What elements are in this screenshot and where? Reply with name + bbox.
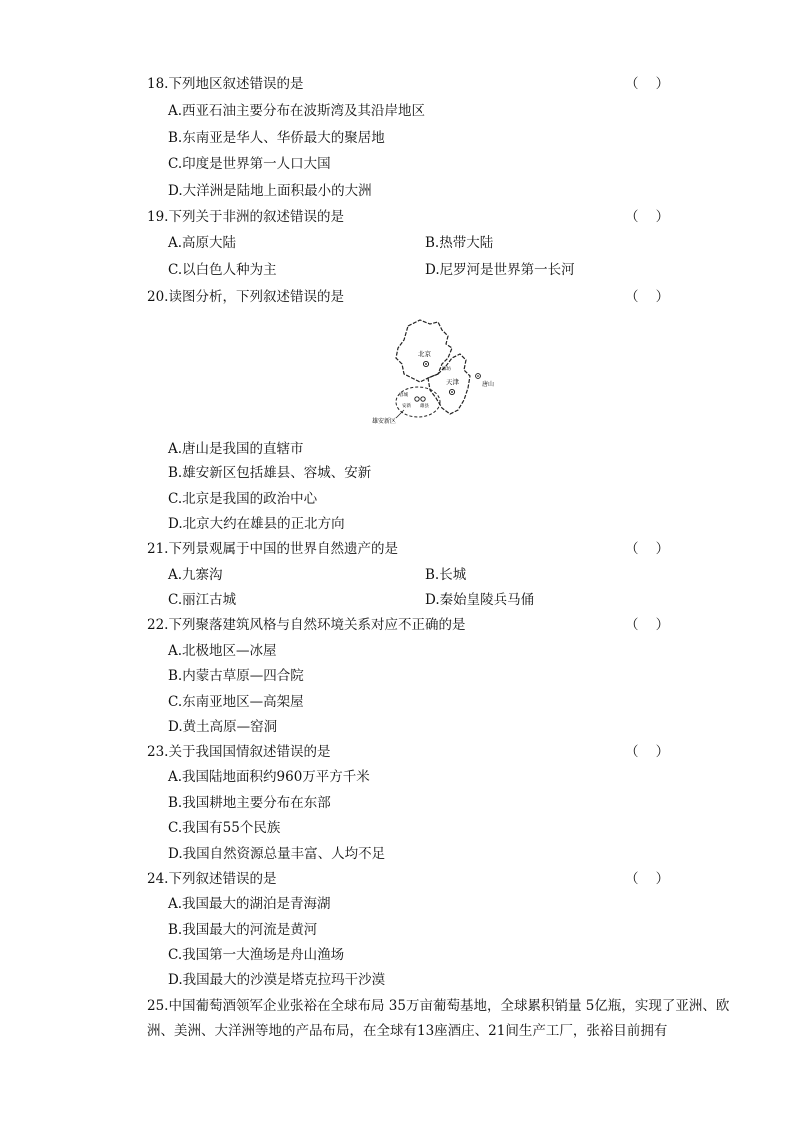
question-24-stem: 24.下列叙述错误的是 [147,871,277,887]
question-20-stem: 20.读图分析，下列叙述错误的是 [147,289,344,305]
question-19-option-d: D.尼罗河是世界第一长河 [425,262,575,278]
question-19-answer-paren: （ ） [625,209,670,225]
question-20-option-a: A.唐山是我国的直辖市 [168,441,304,457]
question-24-answer-paren: （ ） [625,871,670,887]
question-25-text: 25.中国葡萄酒领军企业张裕在全球布局 35万亩葡萄基地，全球累积销量 5亿瓶，实现了亚洲、欧洲、美洲、大洋洲等地的产品布局，在全球有13座酒庄、21间生产工厂，张裕目前拥有 [147,998,730,1039]
question-21-option-a: A.九寨沟 [168,567,223,583]
question-19-option-b: B.热带大陆 [425,235,494,251]
question-20-option-c: C.北京是我国的政治中心 [168,491,318,507]
map-label-tianjin: 天津 [446,378,459,386]
map-label-rongcheng: 容城 [399,393,408,398]
map-label-beijing: 北京 [418,350,431,358]
question-22-answer-paren: （ ） [625,617,670,633]
xiongxian-marker-icon [415,397,419,401]
beijing-tianjin-hebei-map [368,318,508,428]
question-18-option-d: D.大洋洲是陆地上面积最小的大洲 [168,183,372,199]
rongcheng-marker-icon [421,397,425,401]
question-22-option-c: C.东南亚地区—高架屋 [168,694,304,710]
question-24-option-c: C.我国第一大渔场是舟山渔场 [168,947,345,963]
question-18-answer-paren: （ ） [625,76,670,92]
question-23-option-d: D.我国自然资源总量丰富、人均不足 [168,846,386,862]
map-label-anxin: 安新 [402,404,411,409]
question-24-option-a: A.我国最大的湖泊是青海湖 [168,896,331,912]
question-24-option-d: D.我国最大的沙漠是塔克拉玛干沙漠 [168,972,386,988]
map-label-langfang: 廊坊 [442,367,451,372]
question-22-option-a: A.北极地区—冰屋 [168,643,277,659]
question-18-stem: 18.下列地区叙述错误的是 [147,76,304,92]
question-21-option-b: B.长城 [425,567,467,583]
map-label-xiongan: 雄安新区 [372,418,397,425]
question-20-option-b: B.雄安新区包括雄县、容城、安新 [168,465,372,481]
xiongan-boundary [396,387,440,417]
question-21-option-c: C.丽江古城 [168,592,237,608]
question-21-answer-paren: （ ） [625,541,670,557]
question-24-option-b: B.我国最大的河流是黄河 [168,922,318,938]
question-23-stem: 23.关于我国国情叙述错误的是 [147,744,331,760]
question-23-option-a: A.我国陆地面积约960万平方千米 [168,769,370,785]
question-19-option-c: C.以白色人种为主 [168,262,277,278]
question-23-option-c: C.我国有55个民族 [168,820,281,836]
question-21-stem: 21.下列景观属于中国的世界自然遗产的是 [147,541,398,557]
question-22-stem: 22.下列聚落建筑风格与自然环境关系对应不正确的是 [147,617,466,633]
question-19-stem: 19.下列关于非洲的叙述错误的是 [147,209,344,225]
question-22-option-d: D.黄土高原—窑洞 [168,719,278,735]
question-21-option-d: D.秦始皇陵兵马俑 [425,592,535,608]
question-23-option-b: B.我国耕地主要分布在东部 [168,795,331,811]
map-label-xiongxian: 雄县 [420,404,429,409]
question-20-option-d: D.北京大约在雄县的正北方向 [168,516,345,532]
question-18-option-a: A.西亚石油主要分布在波斯湾及其沿岸地区 [168,103,426,119]
question-20-answer-paren: （ ） [625,289,670,305]
question-22-option-b: B.内蒙古草原—四合院 [168,668,304,684]
question-18-option-c: C.印度是世界第一人口大国 [168,156,331,172]
question-19-option-a: A.高原大陆 [168,235,237,251]
map-label-tangshan: 唐山 [482,381,495,388]
question-23-answer-paren: （ ） [625,744,670,760]
question-18-option-b: B.东南亚是华人、华侨最大的聚居地 [168,130,385,146]
xiongan-pointer-line [396,410,404,418]
